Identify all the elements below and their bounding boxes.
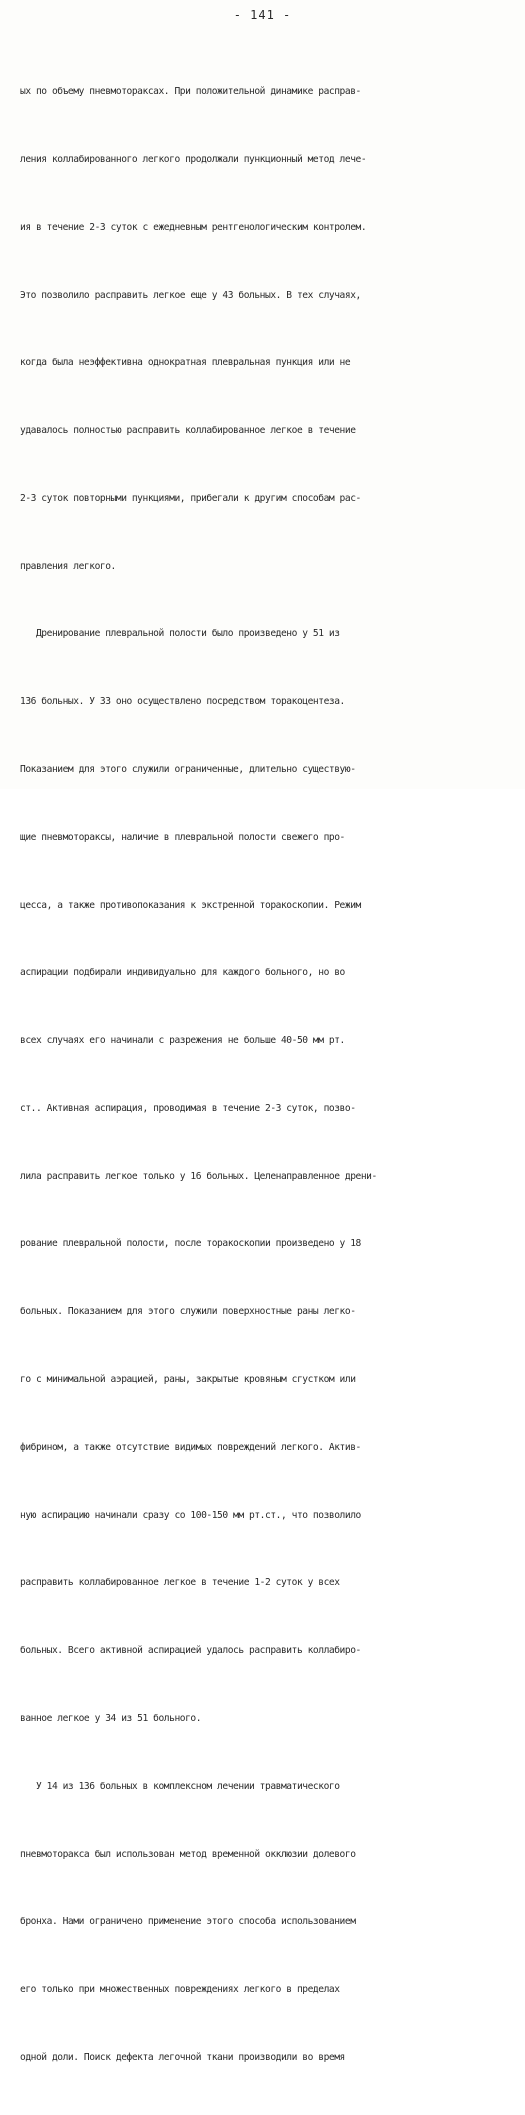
text-line: 2-3 суток повторными пункциями, прибегали к другим способам рас- bbox=[20, 492, 361, 504]
text-line: аспирации подбирали индивидуально для каждого больного, но во bbox=[20, 967, 345, 979]
text-line: всех случаях его начинали с разрежения не больше 40-50 мм рт. bbox=[20, 1035, 345, 1047]
text-line: пневмоторакса был использован метод временной окклюзии долевого bbox=[20, 1848, 356, 1860]
text-line: 136 больных. У 33 оно осуществлено посредством торакоцентеза. bbox=[20, 696, 345, 708]
text-line: Показанием для этого служили ограниченные, длительно существую- bbox=[20, 764, 356, 775]
body-text bbox=[20, 36, 510, 2115]
text-line: больных. Показанием для этого служили поверхностные раны легко- bbox=[20, 1306, 356, 1318]
text-line: его только при множественных повреждениях легкого в пределах bbox=[20, 1984, 340, 1996]
page-number: - 141 - bbox=[233, 8, 292, 22]
text-line: фибрином, а также отсутствие видимых повреждений легкого. Актив- bbox=[20, 1441, 361, 1453]
text-line: бронха. Нами ограничено применение этого способа использованием bbox=[20, 1916, 356, 1928]
text-line: рование плевральной полости, после торакоскопии произведено у 18 bbox=[20, 1238, 361, 1250]
text-line: цесса, а также противопоказания к экстренной торакоскопии. Режим bbox=[20, 899, 361, 911]
text-line: лила расправить легкое только у 16 больных. Целенаправленное дрени- bbox=[20, 1170, 377, 1182]
text-line: Дренирование плевральной полости было произведено у 51 из bbox=[20, 628, 340, 640]
text-line: больных. Всего активной аспирацией удалось расправить коллабиро- bbox=[20, 1645, 361, 1657]
text-line: го с минимальной аэрацией, раны, закрытые кровяным сгустком или bbox=[20, 1374, 356, 1386]
text-line: ст.. Активная аспирация, проводимая в течение 2-3 суток, позво- bbox=[20, 1102, 356, 1114]
text-line: расправить коллабированное легкое в течение 1-2 суток у всех bbox=[20, 1577, 340, 1589]
text-line: ых по объему пневмотораксах. При положительной динамике расправ- bbox=[20, 86, 361, 98]
text-line: удавалось полностью расправить коллабированное легкое в течение bbox=[20, 425, 356, 437]
text-line: ную аспирацию начинали сразу со 100-150 мм рт.ст., что позволило bbox=[20, 1509, 361, 1521]
text-line: когда была неэффективна однократная плевральная пункция или не bbox=[20, 357, 351, 369]
text-line: щие пневмотораксы, наличие в плевральной полости свежего про- bbox=[20, 831, 345, 843]
text-line: У 14 из 136 больных в комплексном лечении травматического bbox=[20, 1780, 340, 1792]
text-line: ия в течение 2-3 суток с ежедневным рентгенологическим контролем. bbox=[20, 221, 367, 233]
text-line: правления легкого. bbox=[20, 560, 116, 572]
text-line: ления коллабированного легкого продолжали пункционный метод лече- bbox=[20, 153, 367, 165]
text-line: одной доли. Поиск дефекта легочной ткани производили во время bbox=[20, 2051, 345, 2063]
text-line: Это позволило расправить легкое еще у 43 больных. В тех случаях, bbox=[20, 289, 361, 301]
text-line: ванное легкое у 34 из 51 больного. bbox=[20, 1712, 202, 1724]
